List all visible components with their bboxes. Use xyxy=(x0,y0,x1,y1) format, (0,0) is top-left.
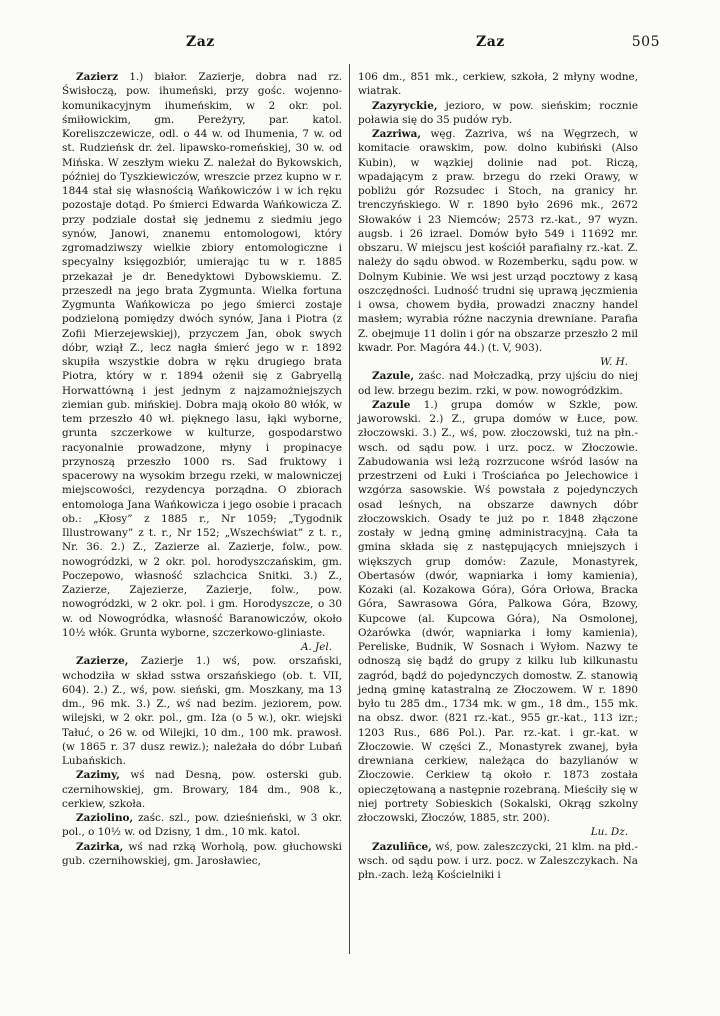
entry-headword: Zaziolino, xyxy=(76,812,134,824)
entry-headword: Zazuliñce, xyxy=(372,840,432,853)
entry-text: zaśc. szl., pow. dzieśnieński, w 3 okr. pol., o 10½ w. od Dzisny, 1 dm., 10 mk. katol. xyxy=(62,812,342,839)
header-center-title: Zaz xyxy=(476,34,505,50)
entry-text: wś nad Desną, pow. osterski gub. czernihowskiej, gm. Browary, 184 dm., 908 k., cerkiew, szkoła. xyxy=(62,769,342,810)
entry-headword: Zazierze, xyxy=(76,655,129,668)
entry-zazule-1 xyxy=(358,369,638,398)
entry-zazriwa xyxy=(358,127,638,369)
entry-headword: Zazriwa, xyxy=(372,128,421,140)
right-column xyxy=(358,70,638,882)
entry-text: wś, pow. zaleszczycki, 21 klm. na płd.-wsch. od sądu pow. i urz. pocz. w Zaleszczykach. Na płn.-zach. leżą Kościelniki i xyxy=(358,840,638,881)
entry-signature: W. H. xyxy=(600,356,628,368)
entry-zazierz xyxy=(62,70,342,654)
entry-text: Zazierje 1.) wś, pow. orszański, wchodziła w skład sstwa orszańskiego (ob. t. VII, 604). 2.) Z., wś, pow. sieński, gm. Moszkany, ma 13 dm., 96 mk. 3.) Z., wś nad bezim. jeziorem, pow. wilejski, w 2 okr. pol., gm. Iża (o 5 w.), okr. wiejski Tałuć, o 26 w. od Wilejki, 10 dm., 100 mk. prawosł. (w 1865 r. 37 dusz rewiz.); należała do dóbr Lubań Lubańskich. xyxy=(62,655,342,767)
entry-zaziolino xyxy=(62,811,342,840)
entry-text: wś nad rzką Worholą, pow. głuchowski gub. czernihowskiej, gm. Jarosławiec, xyxy=(62,840,342,867)
entry-text: jezioro, w pow. sieńskim; rocznie poławia się do 35 pudów ryb. xyxy=(358,99,638,126)
entry-zazule-2 xyxy=(358,398,638,840)
entry-headword: Zazule, xyxy=(372,370,414,383)
column-divider xyxy=(349,64,350,954)
entry-text: 1.) białor. Zazierje, dobra nad rz. Świsłoczą, pow. ihumeński, przy gośc. wojenno-komunikacyjnym ihumeńskim, w 2 okr. pol. śmiłowickim, gm. Pereżyry, par. katol. Koreliszczewicze, odl. o 44 w. od Ihumenia, 7 w. od st. Rudzieńsk dr. żel. lipawsko-romeńskiej, 30 w. od Mińska. W zeszłym wieku Z. należał do Bykowskich, później do Tyszkiewiczów, wreszcie przez kupno w r. 1844 stał się własnością Wańkowiczów i w ich ręku pozostaje dotąd. Po śmierci Edwarda Wańkowicza Z. przy podziale dostał się jednemu z siedmiu jego synów, Janowi, znanemu entomologowi, który zgromadziwszy wielkie zbiory entomologiczne i specyalny księgozbiór, umierając tu w r. 1885 przekazał je dr. Benedyktowi Dybowskiemu. Z. przeszedł na jego brata Zygmunta. Wielka fortuna Zygmunta Wańkowicza po jego śmierci zostaje podzieloną pomiędzy dwóch synów, Jana i Piotra (z Zofii Mierzejewskiej), przyczem Jan, obok swych dóbr, wziął Z., lecz nagła śmierć jego w r. 1892 skupiła wszystkie dobra w ręku drugiego brata Piotra, który w r. 1894 ożenił się z Gabryellą Horwattówną i jest jednym z najzamożniejszych ziemian gub. mińskiej. Dobra mają około 80 włók, w tem przeszło 40 wł. pięknego lasu, łąki wyborne, grunta szczerkowe w kulturze, gospodarstwo racyonalnie prowadzone, młyny i propinacye przynoszą przeszło 1000 rs. Sad fruktowy i spacerowy na wysokim brzegu rzeki, w malowniczej miejscowości, rezydencya porządna. O zbiorach entomologa Jana Wańkowicza i jego osobie i pracach ob.: „Kłosy” z 1885 r., Nr 1059; „Tygodnik Illustrowany” z t. r., Nr 152; „Wszechświat” z t. r., Nr. 36. 2.) Z., Zazierze al. Zazierje, folw., pow. nowogródzki, w 2 okr. pol. horodyszczańskim, gm. Poczepowo, własność szlachcica Snitki. 3.) Z., Zazierze, Zajezierze, Zazierje, folw., pow. nowogródzki, w 2 okr. pol. i gm. Horodyszcze, o 30 w. od Nowogródka, własność Baranowiczów, około 10½ włók. Grunta wyborne, szczerkowo-gliniaste. xyxy=(62,71,342,639)
entry-headword: Zazyryckie, xyxy=(372,99,438,112)
page-number: 505 xyxy=(631,34,660,50)
entry-text: węg. Zazriva, wś na Węgrzech, w komitacie orawskim, pow. dolno kubiński (Also Kubin), w wązkiej dolinie nad pot. Riczą, wpadającym z praw. brzegu do rzeki Orawy, w pobliżu gór Rozsudec i Stoch, na granicy hr. trenczyńskiego. W r. 1890 było 2696 mk., 2672 Słowaków i 23 Niemców; 2573 rz.-kat., 97 wyzn. augsb. i 26 izrael. Domów było 549 i 11692 mr. obszaru. W miejscu jest kościół parafialny rz.-kat. Z. należy do sądu obwod. w Rozemberku, sądu pow. w Dolnym Kubinie. We wsi jest urząd pocztowy z kasą oszczędności. Ludność trudni się uprawą jęczmienia i owsa, chowem bydła, prowadzi znaczny handel masłem; wyrabia różne naczynia drewniane. Parafia Z. obejmuje 11 dolin i gór na obszarze przeszło 2 mil kwadr. Por. Magóra 44.) (t. V, 903). xyxy=(358,128,638,354)
entry-zazulince xyxy=(358,840,638,883)
entry-headword: Zazierz xyxy=(76,71,119,83)
entry-text: zaśc. nad Mołczadką, przy ujściu do niej od lew. brzegu bezim. rzki, w pow. nowogródzkim. xyxy=(358,370,638,397)
page-header xyxy=(60,34,660,58)
entry-zazirka xyxy=(62,840,342,869)
entry-zazierze xyxy=(62,654,342,768)
entry-zazimy xyxy=(62,768,342,811)
entry-signature: Lu. Dz. xyxy=(590,826,628,839)
entry-headword: Zazule xyxy=(372,398,411,411)
entry-signature: A. Jel. xyxy=(300,641,332,653)
entry-headword: Zazimy, xyxy=(76,769,120,782)
entry-zazirka-continued xyxy=(358,70,638,99)
left-column xyxy=(62,70,342,868)
entry-headword: Zazirka, xyxy=(76,840,124,853)
entry-text: 1.) grupa domów w Szkle, pow. jaworowski. 2.) Z., grupa domów w Łuce, pow. złoczowski. 3.) Z., wś, pow. złoczowski, tuż na płn.-wsch. od sądu pow. i urz. pocz. w Złoczowie. Zabudowania wsi leżą rozrzucone wśród lasów na przestrzeni od Łuki i Trościańca po Jelechowice i wzgórza sasowskie. Wś powstała z pojedynczych osad leśnych, na obszarze dawnych dóbr złoczowskich. Osady te już po r. 1848 złączone zostały w jedną gminę administracyjną. Cała ta gmina składa się z następujących mniejszych i większych grup domów: Zazule, Monastyrek, Obertasów (dwór, wapniarka i łomy kamienia), Kozaki (al. Kozakowa Góra), Góra Orłowa, Bracka Góra, Sawrasowa Góra, Palkowa Góra, Bzowy, Kupcowe (al. Kupcowa Góra), Na Osmolonej, Ożarówka (dwór, wapniarka i łomy kamienia), Pereliske, Budnik, W Sosnach i Wyłom. Nazwy te odnoszą się bądź do grupy z kilku lub kilkunastu zagród, bądź do pojedynczych domostw. Z. stanowią jedną gminę katastralną ze Złoczowem. W r. 1890 było tu 285 dm., 1734 mk. w gm., 18 dm., 155 mk. na obsz. dwor. (821 rz.-kat., 955 gr.-kat., 113 izr.; 1203 Rus., 686 Pol.). Par. rz.-kat. i gr.-kat. w Złoczowie. W części Z., Monastyrek zwanej, była drewniana cerkiew, należąca do bazylianów w Złoczowie. Cerkiew tą około r. 1873 została opieczętowaną a następnie rozebraną. Mieściły się w niej portrety Sobieskich (Sokalski, Okrąg szkolny złoczowski, Złoczów, 1885, str. 200). xyxy=(358,398,638,824)
entry-zazyryckie xyxy=(358,99,638,128)
entry-text: 106 dm., 851 mk., cerkiew, szkoła, 2 młyny wodne, wiatrak. xyxy=(358,71,638,98)
header-left-title: Zaz xyxy=(186,34,215,50)
